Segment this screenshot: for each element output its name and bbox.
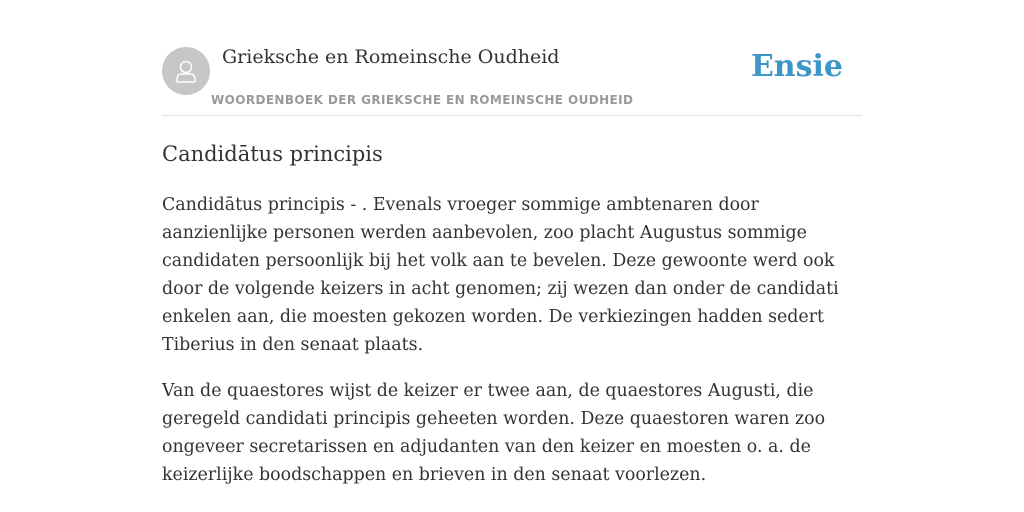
article-paragraph: Van de quaestores wijst de keizer er twee aan, de quaestores Augusti, die geregeld candidati principis geheeten worden. Deze quaestoren waren zoo ongeveer secretarissen en adjudanten van den keizer en moesten o. a. de keizerlijke boodschappen en brieven in den senaat voorlezen.: [162, 381, 826, 485]
source-avatar[interactable]: [162, 47, 210, 95]
article: [162, 138, 862, 489]
source-header: [162, 44, 862, 116]
user-icon: [171, 56, 201, 86]
entry-title: Candidātus principis: [162, 142, 383, 166]
article-paragraph: Candidātus principis - . Evenals vroeger sommige ambtenaren door aanzienlijke personen werden aanbevolen, zoo placht Augustus sommige candidaten persoonlijk bij het volk aan te bevelen. Deze gewoonte werd ook door de volgende keizers in acht genomen; zij wezen dan onder de candidati enkelen aan, die moesten gekozen worden. De verkiezingen hadden sedert Tiberius in den senaat plaats.: [162, 195, 839, 355]
source-title-link[interactable]: Grieksche en Romeinsche Oudheid: [222, 46, 560, 68]
ensie-logo[interactable]: Ensie: [750, 49, 843, 84]
source-subtitle: WOORDENBOEK DER GRIEKSCHE EN ROMEINSCHE OUDHEID: [211, 93, 634, 107]
